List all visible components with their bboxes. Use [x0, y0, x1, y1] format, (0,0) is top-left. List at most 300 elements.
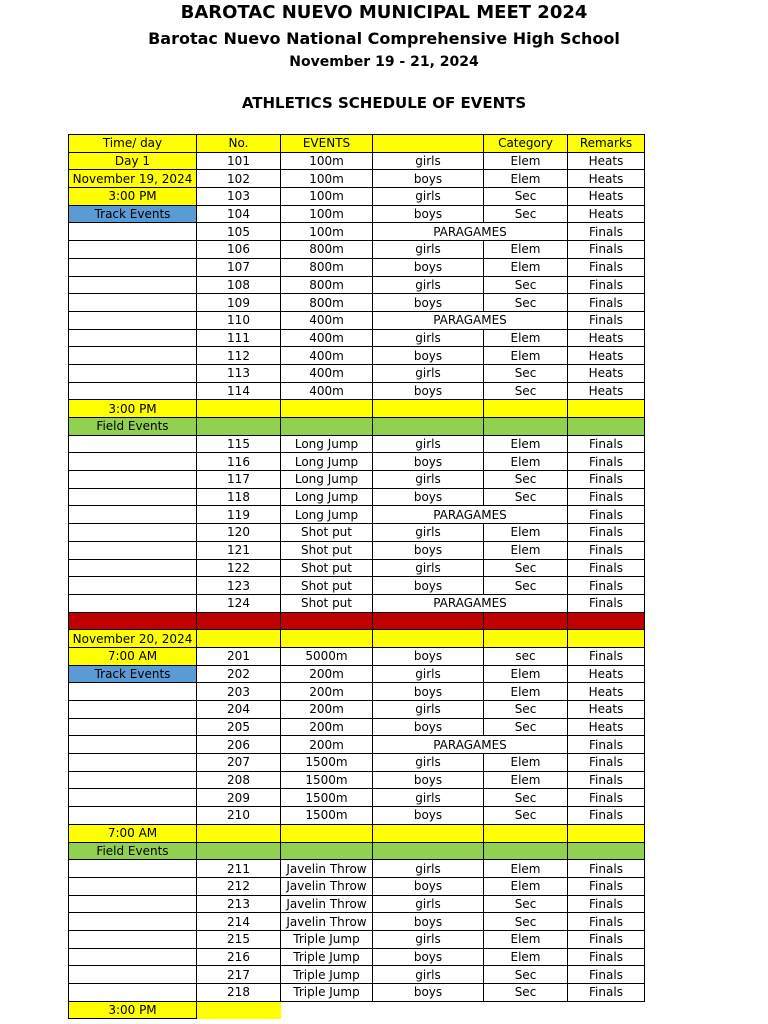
band-cell — [484, 418, 568, 436]
event-number: 201 — [197, 647, 281, 665]
gender-cell: girls — [373, 930, 484, 948]
event-number: 202 — [197, 665, 281, 683]
band-cell — [373, 612, 484, 630]
remarks-cell: Finals — [568, 984, 645, 1002]
schedule-row — [69, 223, 645, 241]
event-number: 106 — [197, 241, 281, 259]
event-name: 800m — [281, 294, 373, 312]
event-name: 800m — [281, 276, 373, 294]
schedule-row — [69, 683, 645, 701]
event-number: 101 — [197, 152, 281, 170]
schedule-subtitle: ATHLETICS SCHEDULE OF EVENTS — [241, 94, 527, 112]
category-cell: Elem — [484, 683, 568, 701]
event-number: 113 — [197, 364, 281, 382]
band-cell — [484, 842, 568, 860]
gender-cell: boys — [373, 488, 484, 506]
remarks-cell: Finals — [568, 311, 645, 329]
category-cell: Sec — [484, 364, 568, 382]
time-cell — [69, 453, 197, 471]
event-name: 100m — [281, 223, 373, 241]
event-name: Javelin Throw — [281, 877, 373, 895]
time-cell — [69, 506, 197, 524]
remarks-cell: Finals — [568, 789, 645, 807]
gender-cell: girls — [373, 329, 484, 347]
event-number: 103 — [197, 188, 281, 206]
remarks-cell: Finals — [568, 223, 645, 241]
remarks-cell: Finals — [568, 930, 645, 948]
event-name: Triple Jump — [281, 966, 373, 984]
event-name: Long Jump — [281, 471, 373, 489]
category-cell: Sec — [484, 294, 568, 312]
event-name: Shot put — [281, 594, 373, 612]
schedule-row — [69, 966, 645, 984]
band-cell — [281, 612, 373, 630]
time-cell — [69, 736, 197, 754]
event-name: Shot put — [281, 524, 373, 542]
category-cell: Sec — [484, 701, 568, 719]
category-cell: sec — [484, 647, 568, 665]
meet-dates: November 19 - 21, 2024 — [289, 54, 479, 70]
event-name: 400m — [281, 382, 373, 400]
event-name: 100m — [281, 205, 373, 223]
time-cell — [69, 276, 197, 294]
remarks-cell: Finals — [568, 524, 645, 542]
category-cell: Sec — [484, 966, 568, 984]
remarks-cell: Heats — [568, 665, 645, 683]
band-cell — [373, 418, 484, 436]
event-name: 200m — [281, 701, 373, 719]
schedule-row — [69, 329, 645, 347]
document-title: BAROTAC NUEVO MUNICIPAL MEET 2024 — [180, 2, 588, 23]
time-cell — [69, 559, 197, 577]
time-cell: 7:00 AM — [69, 647, 197, 665]
schedule-row — [69, 559, 645, 577]
time-cell — [69, 435, 197, 453]
event-number: 109 — [197, 294, 281, 312]
category-cell: Elem — [484, 453, 568, 471]
gender-cell: girls — [373, 895, 484, 913]
band-cell — [568, 630, 645, 648]
event-number: 204 — [197, 701, 281, 719]
remarks-cell: Heats — [568, 364, 645, 382]
remarks-cell: Finals — [568, 435, 645, 453]
header-category: Category — [484, 135, 568, 153]
time-cell: 3:00 PM — [69, 188, 197, 206]
schedule-row — [69, 506, 645, 524]
schedule-row — [69, 718, 645, 736]
header-gender — [373, 135, 484, 153]
schedule-table-body — [69, 135, 645, 1019]
event-name: Long Jump — [281, 453, 373, 471]
header-remarks: Remarks — [568, 135, 645, 153]
event-number: 122 — [197, 559, 281, 577]
remarks-cell: Finals — [568, 948, 645, 966]
category-cell: Sec — [484, 488, 568, 506]
paragames-cell: PARAGAMES — [373, 223, 568, 241]
category-cell: Sec — [484, 984, 568, 1002]
gender-cell: girls — [373, 524, 484, 542]
remarks-cell: Finals — [568, 453, 645, 471]
schedule-row — [69, 524, 645, 542]
schedule-row — [69, 241, 645, 259]
schedule-row — [69, 488, 645, 506]
event-number: 124 — [197, 594, 281, 612]
category-cell: Sec — [484, 895, 568, 913]
time-cell — [69, 311, 197, 329]
category-cell: Elem — [484, 170, 568, 188]
category-cell: Elem — [484, 860, 568, 878]
band-cell — [373, 824, 484, 842]
category-cell: Sec — [484, 577, 568, 595]
remarks-cell: Heats — [568, 347, 645, 365]
event-name: Long Jump — [281, 488, 373, 506]
section-band-row — [69, 630, 645, 648]
band-cell — [568, 612, 645, 630]
remarks-cell: Finals — [568, 276, 645, 294]
category-cell: Elem — [484, 347, 568, 365]
time-cell — [69, 364, 197, 382]
time-cell — [69, 541, 197, 559]
event-number: 105 — [197, 223, 281, 241]
header-time-day: Time/ day — [69, 135, 197, 153]
event-name: 100m — [281, 188, 373, 206]
band-cell — [281, 400, 373, 418]
band-cell — [197, 630, 281, 648]
time-cell — [69, 612, 197, 630]
band-cell — [197, 612, 281, 630]
event-name: Triple Jump — [281, 984, 373, 1002]
event-number: 112 — [197, 347, 281, 365]
event-name: 100m — [281, 152, 373, 170]
schedule-row — [69, 665, 645, 683]
schedule-row — [69, 930, 645, 948]
event-number: 110 — [197, 311, 281, 329]
schedule-row — [69, 754, 645, 772]
remarks-cell: Heats — [568, 329, 645, 347]
gender-cell: boys — [373, 984, 484, 1002]
event-number: 215 — [197, 930, 281, 948]
category-cell: Sec — [484, 559, 568, 577]
event-name: Shot put — [281, 541, 373, 559]
schedule-row — [69, 1001, 645, 1019]
category-cell: Elem — [484, 771, 568, 789]
event-number: 120 — [197, 524, 281, 542]
event-number: 212 — [197, 877, 281, 895]
schedule-row — [69, 152, 645, 170]
band-cell — [373, 842, 484, 860]
event-number: 211 — [197, 860, 281, 878]
gender-cell: girls — [373, 188, 484, 206]
event-number: 108 — [197, 276, 281, 294]
band-cell — [568, 418, 645, 436]
category-cell: Elem — [484, 877, 568, 895]
gender-cell: girls — [373, 152, 484, 170]
schedule-row — [69, 594, 645, 612]
gender-cell: girls — [373, 966, 484, 984]
time-cell — [69, 223, 197, 241]
gender-cell: girls — [373, 364, 484, 382]
schedule-row — [69, 807, 645, 825]
remarks-cell: Finals — [568, 471, 645, 489]
event-name: 800m — [281, 258, 373, 276]
schedule-row — [69, 860, 645, 878]
time-cell — [69, 913, 197, 931]
time-cell: 7:00 AM — [69, 824, 197, 842]
time-cell — [69, 789, 197, 807]
category-cell: Elem — [484, 948, 568, 966]
schedule-row — [69, 541, 645, 559]
schedule-row — [69, 382, 645, 400]
time-cell — [69, 258, 197, 276]
event-name: 400m — [281, 347, 373, 365]
band-cell — [373, 630, 484, 648]
band-cell — [197, 418, 281, 436]
gender-cell: girls — [373, 665, 484, 683]
schedule-row — [69, 453, 645, 471]
event-name: 200m — [281, 718, 373, 736]
event-number: 216 — [197, 948, 281, 966]
paragames-cell: PARAGAMES — [373, 736, 568, 754]
event-number: 206 — [197, 736, 281, 754]
remarks-cell: Finals — [568, 860, 645, 878]
event-name: 400m — [281, 311, 373, 329]
time-cell: Day 1 — [69, 152, 197, 170]
time-cell — [69, 294, 197, 312]
schedule-row — [69, 294, 645, 312]
event-name: Javelin Throw — [281, 895, 373, 913]
gender-cell: girls — [373, 276, 484, 294]
band-cell — [281, 418, 373, 436]
event-number: 214 — [197, 913, 281, 931]
event-name: 1500m — [281, 789, 373, 807]
category-cell: Elem — [484, 541, 568, 559]
header-no: No. — [197, 135, 281, 153]
gender-cell: boys — [373, 913, 484, 931]
time-cell — [69, 771, 197, 789]
event-number: 218 — [197, 984, 281, 1002]
band-cell — [373, 400, 484, 418]
event-number: 121 — [197, 541, 281, 559]
event-number: 205 — [197, 718, 281, 736]
remarks-cell: Heats — [568, 152, 645, 170]
remarks-cell: Finals — [568, 913, 645, 931]
time-cell: 3:00 PM — [69, 1001, 197, 1019]
event-number: 104 — [197, 205, 281, 223]
time-cell — [69, 877, 197, 895]
schedule-row — [69, 913, 645, 931]
event-number: 117 — [197, 471, 281, 489]
schedule-row — [69, 311, 645, 329]
gender-cell: girls — [373, 789, 484, 807]
band-cell — [484, 824, 568, 842]
time-cell — [69, 683, 197, 701]
time-cell — [69, 948, 197, 966]
gender-cell: boys — [373, 258, 484, 276]
time-cell — [69, 524, 197, 542]
band-cell — [281, 824, 373, 842]
remarks-cell: Heats — [568, 382, 645, 400]
event-number: 115 — [197, 435, 281, 453]
time-cell — [69, 930, 197, 948]
paragames-cell: PARAGAMES — [373, 506, 568, 524]
event-number: 217 — [197, 966, 281, 984]
event-number: 207 — [197, 754, 281, 772]
gender-cell: boys — [373, 807, 484, 825]
section-band-row — [69, 824, 645, 842]
band-cell — [281, 842, 373, 860]
band-cell — [197, 400, 281, 418]
schedule-row — [69, 364, 645, 382]
partial-cell — [281, 1001, 373, 1019]
paragames-cell: PARAGAMES — [373, 594, 568, 612]
gender-cell: girls — [373, 860, 484, 878]
time-cell — [69, 701, 197, 719]
remarks-cell: Finals — [568, 966, 645, 984]
event-name: 5000m — [281, 647, 373, 665]
event-number: 114 — [197, 382, 281, 400]
category-cell: Sec — [484, 807, 568, 825]
event-name: 1500m — [281, 771, 373, 789]
remarks-cell: Finals — [568, 258, 645, 276]
paragames-cell: PARAGAMES — [373, 311, 568, 329]
band-cell — [484, 400, 568, 418]
remarks-cell: Heats — [568, 205, 645, 223]
section-band-row — [69, 418, 645, 436]
event-name: 200m — [281, 683, 373, 701]
schedule-row — [69, 877, 645, 895]
band-cell — [281, 630, 373, 648]
partial-cell — [197, 1001, 281, 1019]
remarks-cell: Finals — [568, 807, 645, 825]
event-name: 400m — [281, 364, 373, 382]
category-cell: Elem — [484, 241, 568, 259]
time-cell — [69, 594, 197, 612]
section-band-row — [69, 400, 645, 418]
time-cell: Field Events — [69, 842, 197, 860]
category-cell: Sec — [484, 789, 568, 807]
category-cell: Sec — [484, 382, 568, 400]
time-cell — [69, 577, 197, 595]
band-cell — [484, 612, 568, 630]
band-cell — [568, 842, 645, 860]
category-cell: Sec — [484, 205, 568, 223]
event-name: 200m — [281, 736, 373, 754]
gender-cell: boys — [373, 577, 484, 595]
remarks-cell: Finals — [568, 294, 645, 312]
event-name: Long Jump — [281, 506, 373, 524]
section-band-row — [69, 612, 645, 630]
time-cell — [69, 718, 197, 736]
gender-cell: boys — [373, 170, 484, 188]
remarks-cell: Finals — [568, 241, 645, 259]
category-cell: Elem — [484, 754, 568, 772]
remarks-cell: Finals — [568, 895, 645, 913]
schedule-row — [69, 647, 645, 665]
gender-cell: girls — [373, 435, 484, 453]
time-cell — [69, 488, 197, 506]
event-name: 100m — [281, 170, 373, 188]
schedule-row — [69, 276, 645, 294]
time-cell — [69, 241, 197, 259]
event-number: 210 — [197, 807, 281, 825]
event-name: Triple Jump — [281, 948, 373, 966]
time-cell — [69, 329, 197, 347]
category-cell: Elem — [484, 524, 568, 542]
remarks-cell: Finals — [568, 877, 645, 895]
time-cell — [69, 347, 197, 365]
event-name: Long Jump — [281, 435, 373, 453]
schedule-row — [69, 771, 645, 789]
remarks-cell: Heats — [568, 170, 645, 188]
category-cell: Elem — [484, 435, 568, 453]
remarks-cell: Finals — [568, 754, 645, 772]
remarks-cell: Finals — [568, 506, 645, 524]
event-name: 1500m — [281, 754, 373, 772]
event-name: 200m — [281, 665, 373, 683]
event-name: 1500m — [281, 807, 373, 825]
event-number: 123 — [197, 577, 281, 595]
category-cell: Sec — [484, 471, 568, 489]
remarks-cell: Finals — [568, 647, 645, 665]
category-cell: Sec — [484, 188, 568, 206]
remarks-cell: Finals — [568, 541, 645, 559]
event-number: 118 — [197, 488, 281, 506]
schedule-row — [69, 701, 645, 719]
time-cell — [69, 895, 197, 913]
band-cell — [568, 824, 645, 842]
gender-cell: boys — [373, 382, 484, 400]
time-cell — [69, 984, 197, 1002]
remarks-cell: Heats — [568, 718, 645, 736]
remarks-cell: Finals — [568, 559, 645, 577]
category-cell: Elem — [484, 152, 568, 170]
schedule-row — [69, 205, 645, 223]
event-name: Shot put — [281, 559, 373, 577]
gender-cell: boys — [373, 205, 484, 223]
partial-cell — [484, 1001, 568, 1019]
remarks-cell: Heats — [568, 683, 645, 701]
event-number: 208 — [197, 771, 281, 789]
gender-cell: girls — [373, 754, 484, 772]
section-band-row — [69, 842, 645, 860]
category-cell: Elem — [484, 930, 568, 948]
schedule-row — [69, 258, 645, 276]
category-cell: Elem — [484, 258, 568, 276]
remarks-cell: Heats — [568, 188, 645, 206]
time-cell: November 20, 2024 — [69, 630, 197, 648]
event-number: 116 — [197, 453, 281, 471]
gender-cell: girls — [373, 241, 484, 259]
gender-cell: boys — [373, 771, 484, 789]
time-cell: Track Events — [69, 665, 197, 683]
event-number: 209 — [197, 789, 281, 807]
event-name: Triple Jump — [281, 930, 373, 948]
event-name: 400m — [281, 329, 373, 347]
schedule-row — [69, 170, 645, 188]
remarks-cell: Finals — [568, 488, 645, 506]
category-cell: Elem — [484, 329, 568, 347]
schedule-row — [69, 188, 645, 206]
time-cell — [69, 754, 197, 772]
event-name: Javelin Throw — [281, 913, 373, 931]
gender-cell: boys — [373, 453, 484, 471]
gender-cell: boys — [373, 948, 484, 966]
schedule-row — [69, 948, 645, 966]
schedule-row — [69, 984, 645, 1002]
schedule-row — [69, 736, 645, 754]
header-row — [69, 135, 645, 153]
schedule-row — [69, 895, 645, 913]
